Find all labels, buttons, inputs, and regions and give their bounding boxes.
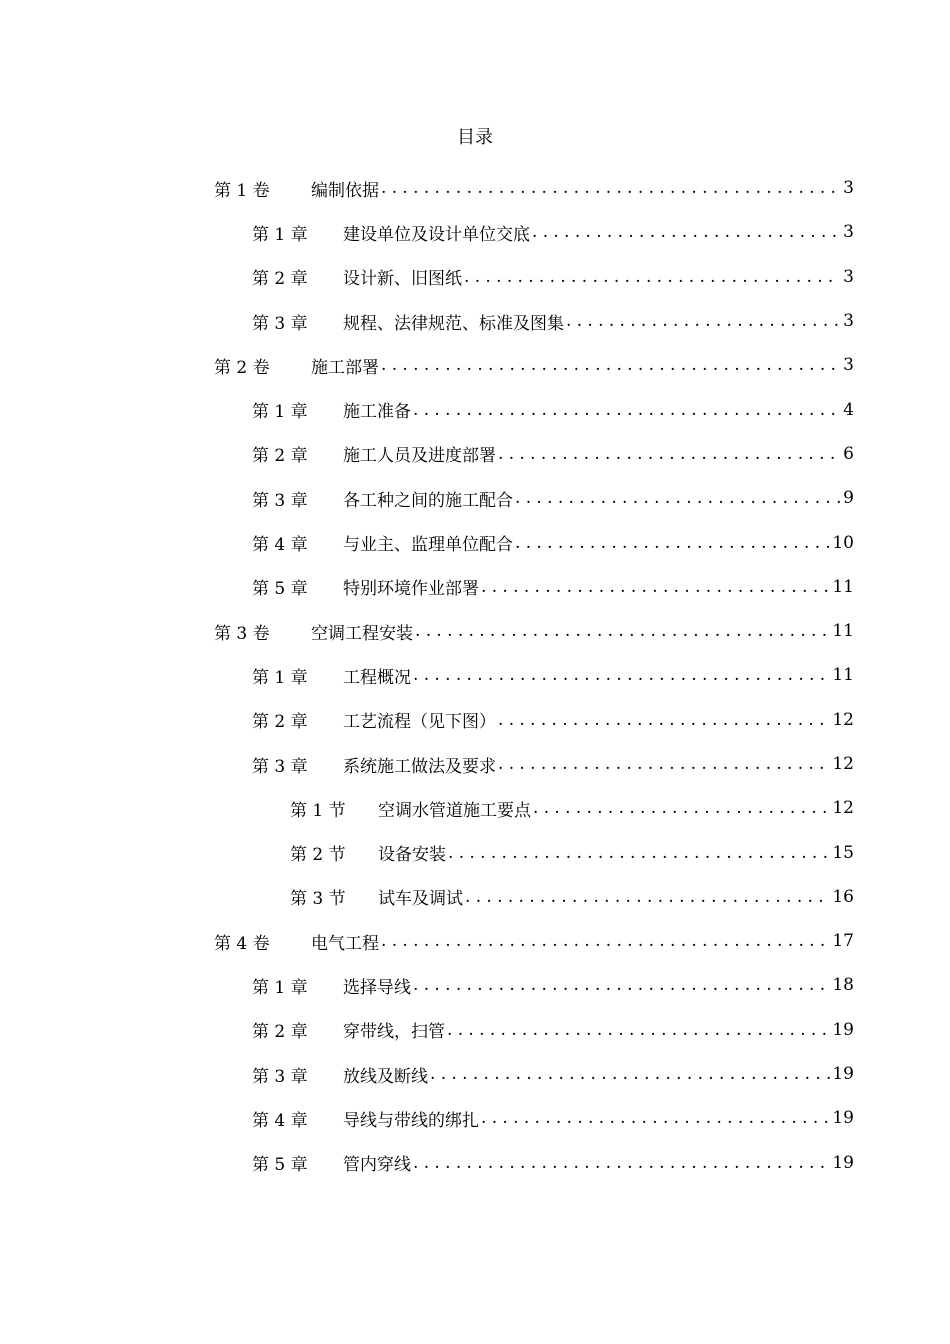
toc-entry-title: 工艺流程（见下图） <box>343 712 496 733</box>
toc-entry-number: 第 1 章 <box>252 402 308 423</box>
toc-entry[interactable] <box>0 520 950 564</box>
dot-leader <box>413 400 840 420</box>
dot-leader <box>498 710 830 730</box>
toc-entry-page: 9 <box>843 488 854 509</box>
toc-entry-title: 设计新、旧图纸 <box>343 269 462 290</box>
dot-leader <box>515 533 830 553</box>
toc-entry[interactable] <box>0 166 950 210</box>
toc-entry-page: 15 <box>832 842 854 863</box>
toc-entry-page: 3 <box>843 266 854 287</box>
dot-leader <box>413 975 830 995</box>
toc-entry-number: 第 1 卷 <box>214 180 270 201</box>
toc-entry-page: 4 <box>843 399 854 420</box>
dot-leader <box>448 843 830 863</box>
toc-entry-page: 11 <box>832 576 854 597</box>
toc-entry-title: 施工准备 <box>343 402 411 423</box>
toc-entry-number: 第 2 章 <box>252 269 308 290</box>
toc-entry-title: 规程、法律规范、标准及图集 <box>343 313 564 334</box>
toc-entry[interactable] <box>0 653 950 697</box>
toc-entry-number: 第 2 章 <box>252 1022 308 1043</box>
toc-entry-number: 第 3 卷 <box>214 623 270 644</box>
toc-entry-title: 放线及断线 <box>343 1066 428 1087</box>
toc-entry-number: 第 5 章 <box>252 579 308 600</box>
toc-entry-number: 第 4 章 <box>252 535 308 556</box>
toc-entry[interactable] <box>0 830 950 874</box>
toc-entry-page: 17 <box>832 931 854 952</box>
toc-entry[interactable] <box>0 1052 950 1096</box>
dot-leader <box>413 665 830 685</box>
toc-entry-title: 与业主、监理单位配合 <box>343 535 513 556</box>
toc-entry-number: 第 4 卷 <box>214 933 270 954</box>
toc-entry[interactable] <box>0 210 950 254</box>
toc-entry-number: 第 1 章 <box>252 667 308 688</box>
toc-entry-page: 19 <box>832 1064 854 1085</box>
toc-entry-number: 第 2 节 <box>290 845 346 866</box>
toc-entry-page: 19 <box>832 1108 854 1129</box>
toc-list <box>0 166 950 1185</box>
toc-entry[interactable] <box>0 1096 950 1140</box>
dot-leader <box>465 887 830 907</box>
toc-entry[interactable] <box>0 565 950 609</box>
toc-entry-title: 施工人员及进度部署 <box>343 446 496 467</box>
toc-entry[interactable] <box>0 432 950 476</box>
toc-entry-number: 第 3 章 <box>252 313 308 334</box>
toc-entry-page: 19 <box>832 1152 854 1173</box>
toc-entry-page: 3 <box>843 311 854 332</box>
toc-entry-number: 第 1 章 <box>252 977 308 998</box>
toc-entry-page: 11 <box>832 665 854 686</box>
dot-leader <box>533 798 830 818</box>
toc-entry-page: 3 <box>843 355 854 376</box>
dot-leader <box>481 1108 830 1128</box>
toc-entry[interactable] <box>0 609 950 653</box>
toc-entry-page: 19 <box>832 1019 854 1040</box>
toc-entry-title: 穿带线，扫管 <box>343 1022 445 1043</box>
toc-entry-title: 管内穿线 <box>343 1155 411 1176</box>
toc-entry-number: 第 1 章 <box>252 224 308 245</box>
toc-entry-title: 特别环境作业部署 <box>343 579 479 600</box>
dot-leader <box>566 311 840 331</box>
toc-entry-number: 第 3 章 <box>252 490 308 511</box>
toc-entry-page: 6 <box>843 443 854 464</box>
toc-entry[interactable] <box>0 343 950 387</box>
dot-leader <box>413 1153 830 1173</box>
toc-entry[interactable] <box>0 919 950 963</box>
toc-entry[interactable] <box>0 476 950 520</box>
toc-entry[interactable] <box>0 786 950 830</box>
toc-entry-title: 空调工程安装 <box>311 623 413 644</box>
toc-entry-page: 10 <box>832 532 854 553</box>
toc-entry[interactable] <box>0 963 950 1007</box>
dot-leader <box>481 577 830 597</box>
toc-entry-page: 12 <box>832 798 854 819</box>
toc-entry-title: 编制依据 <box>311 180 379 201</box>
dot-leader <box>430 1064 830 1084</box>
toc-entry-title: 施工部署 <box>311 357 379 378</box>
toc-entry-page: 11 <box>832 621 854 642</box>
toc-entry[interactable] <box>0 875 950 919</box>
toc-entry-title: 导线与带线的绑扎 <box>343 1110 479 1131</box>
dot-leader <box>415 621 830 641</box>
toc-entry[interactable] <box>0 742 950 786</box>
toc-entry-page: 3 <box>843 178 854 199</box>
dot-leader <box>447 1020 830 1040</box>
toc-entry-title: 各工种之间的施工配合 <box>343 490 513 511</box>
dot-leader <box>515 488 840 508</box>
toc-entry-number: 第 3 章 <box>252 756 308 777</box>
toc-entry[interactable] <box>0 255 950 299</box>
toc-entry-page: 12 <box>832 754 854 774</box>
toc-entry-number: 第 1 节 <box>290 800 346 821</box>
toc-entry-title: 工程概况 <box>343 667 411 688</box>
toc-entry-page: 16 <box>832 886 854 907</box>
toc-entry-number: 第 2 章 <box>252 446 308 467</box>
toc-entry-page: 3 <box>843 222 854 243</box>
dot-leader <box>532 222 840 242</box>
dot-leader <box>381 178 840 198</box>
dot-leader <box>381 931 830 951</box>
toc-entry-title: 系统施工做法及要求 <box>343 756 496 777</box>
toc-entry-page: 12 <box>832 709 854 730</box>
toc-entry[interactable] <box>0 1008 950 1052</box>
toc-entry-title: 电气工程 <box>311 933 379 954</box>
toc-entry-number: 第 3 章 <box>252 1066 308 1087</box>
toc-entry-number: 第 5 章 <box>252 1155 308 1176</box>
toc-entry[interactable] <box>0 1141 950 1185</box>
toc-entry[interactable] <box>0 698 950 742</box>
toc-title: 目录 <box>457 127 493 148</box>
toc-entry-number: 第 2 卷 <box>214 357 270 378</box>
toc-entry-title: 建设单位及设计单位交底 <box>343 224 530 245</box>
dot-leader <box>498 754 830 774</box>
dot-leader <box>498 444 840 464</box>
toc-entry-number: 第 2 章 <box>252 712 308 733</box>
toc-entry-number: 第 3 节 <box>290 889 346 910</box>
toc-entry-title: 空调水管道施工要点 <box>378 800 531 821</box>
toc-entry[interactable] <box>0 299 950 343</box>
toc-entry-page: 18 <box>832 975 854 996</box>
toc-entry-title: 设备安装 <box>378 845 446 866</box>
dot-leader <box>381 355 840 375</box>
toc-entry-title: 试车及调试 <box>378 889 463 910</box>
dot-leader <box>464 267 840 287</box>
toc-entry[interactable] <box>0 387 950 431</box>
toc-entry-number: 第 4 章 <box>252 1110 308 1131</box>
toc-entry-title: 选择导线 <box>343 977 411 998</box>
